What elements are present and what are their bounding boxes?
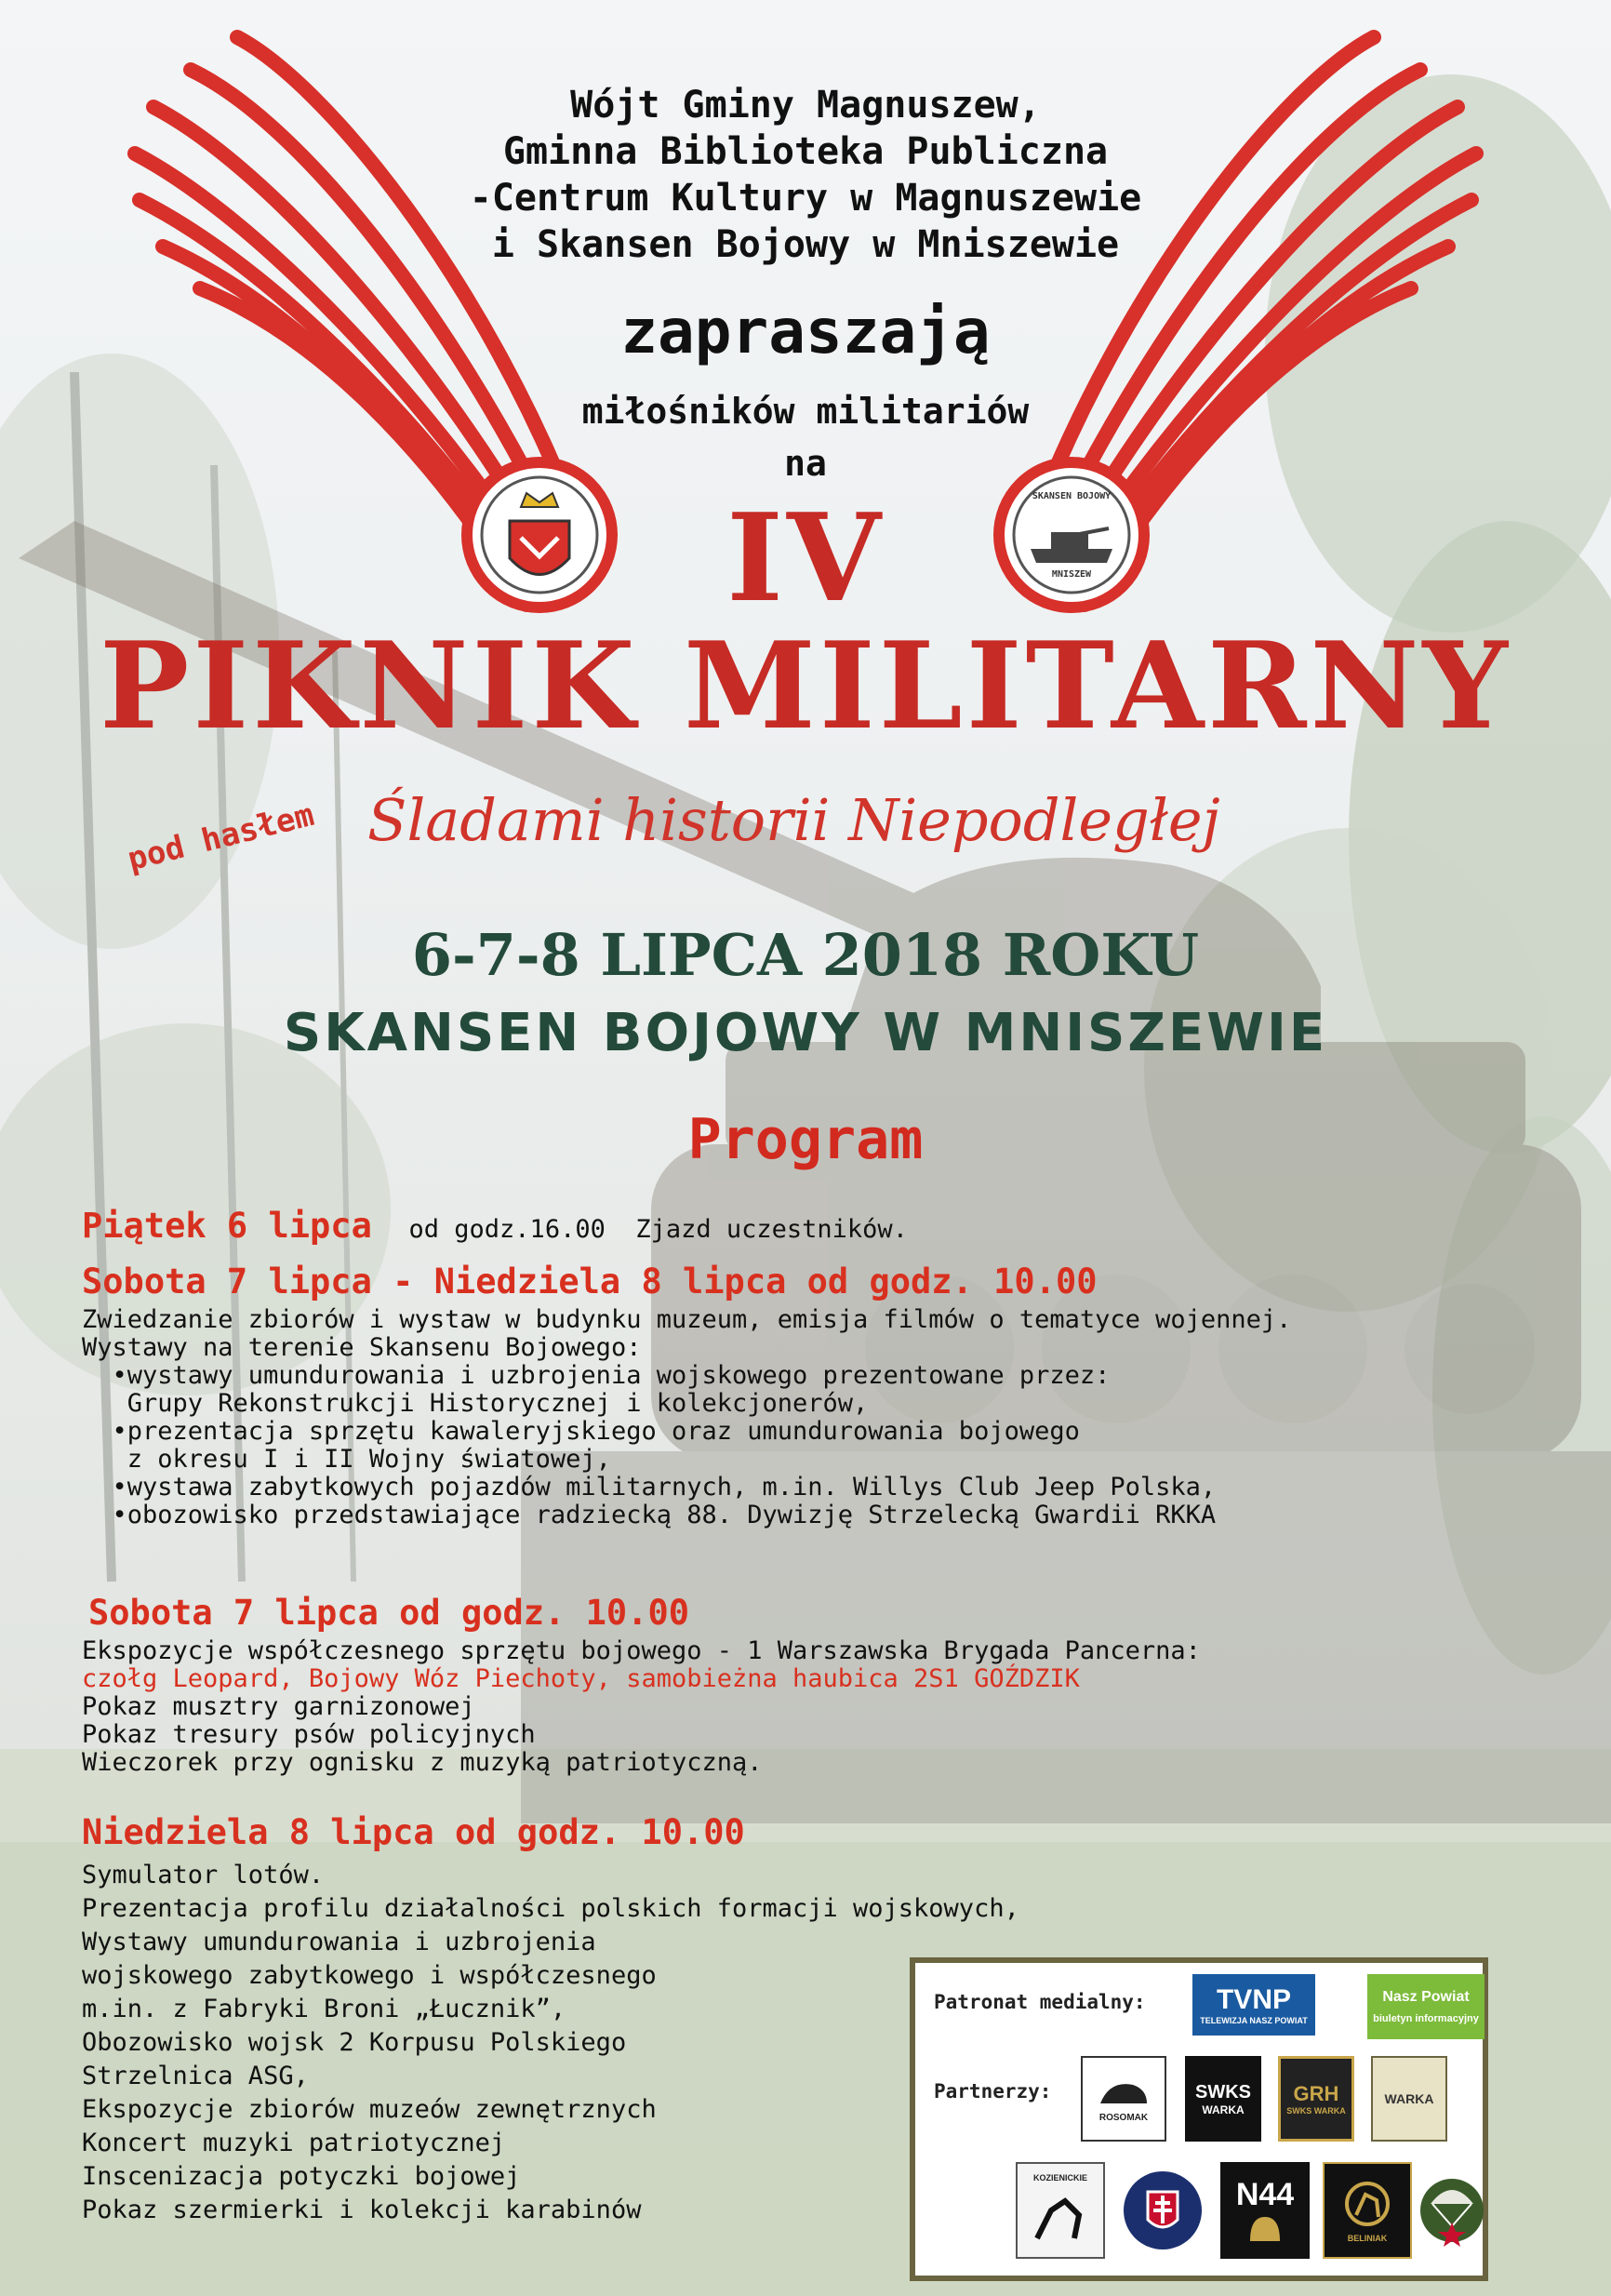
sat-sun-line: Grupy Rekonstrukcji Historycznej i kolekcjonerów, (82, 1389, 869, 1418)
saturday-day: Sobota 7 lipca od godz. 10.00 (88, 1593, 690, 1633)
parachute-icon (1419, 2169, 1485, 2252)
warka-logo (1371, 2056, 1447, 2142)
sunday-line: Koncert muzyki patriotycznej (82, 2129, 506, 2157)
saturday-line: Wieczorek przy ognisku z muzyką patriotyczną. (82, 1748, 763, 1777)
sponsors-box (910, 1957, 1488, 2281)
tvnp-logo (1192, 1974, 1315, 2036)
paratrooper-logo (1419, 2162, 1485, 2259)
sunday-line: Pokaz szermierki i kolekcji karabinów (82, 2196, 642, 2224)
sat-sun-line: •wystawa zabytkowych pojazdów militarnych, m.in. Willys Club Jeep Polska, (82, 1473, 1217, 1502)
program-heading: Program (687, 1107, 924, 1172)
grh-text: GRH (1293, 2082, 1339, 2105)
badge-right-bottom: MNISZEW (1051, 569, 1092, 580)
sunday-line: Symulator lotów. (82, 1861, 325, 1889)
event-title: PIKNIK MILITARNY (100, 617, 1511, 756)
friday-text: od godz.16.00 Zjazd uczestników. (408, 1215, 908, 1244)
n44-logo (1220, 2162, 1310, 2259)
grh-sub: SWKS WARKA (1286, 2106, 1346, 2116)
sunday-line: Inscenizacja potyczki bojowej (82, 2162, 521, 2191)
sunday-list (82, 1859, 1019, 2227)
n44-text: N44 (1235, 2176, 1295, 2212)
sat-sun-line: •prezentacja sprzętu kawaleryjskiego oraz umundurowania bojowego (82, 1417, 1080, 1446)
sunday-line: Prezentacja profilu działalności polskich formacji wojskowych, (82, 1894, 1019, 1923)
nasz-powiat-text: Nasz Powiat (1382, 1989, 1470, 2005)
kozienickie-logo (1016, 2162, 1105, 2259)
rosomak-text: ROSOMAK (1098, 2112, 1149, 2123)
unit-badge-logo (1118, 2162, 1207, 2259)
na-text: na (784, 443, 827, 484)
beliniak-logo (1323, 2162, 1412, 2259)
nasz-powiat-sub: biuletyn informacyjny (1373, 2013, 1479, 2024)
partners-label: Partnerzy: (934, 2080, 1052, 2102)
saturday-list (82, 1637, 1201, 1777)
sunday-line: Obozowisko wojsk 2 Korpusu Polskiego (82, 2028, 627, 2057)
nasz-powiat-logo (1367, 1974, 1485, 2039)
sunday-line: wojskowego zabytkowego i współczesnego (82, 1961, 657, 1990)
sunday-day: Niedziela 8 lipca od godz. 10.00 (82, 1812, 745, 1852)
wolverine-icon (1096, 2076, 1152, 2113)
media-patronage-label: Patronat medialny: (934, 1991, 1146, 2013)
sat-sun-line: Wystawy na terenie Skansenu Bojowego: (82, 1333, 642, 1362)
edition-numeral: IV (726, 487, 885, 629)
event-dates: 6-7-8 LIPCA 2018 ROKU (411, 921, 1200, 989)
cavalry-icon (1341, 2178, 1393, 2234)
organizer-line: i Skansen Bojowy w Mniszewie (491, 223, 1120, 266)
beliniak-text: BELINIAK (1347, 2234, 1388, 2243)
badge-right-top: SKANSEN BOJOWY (1032, 491, 1112, 501)
sunday-line: m.in. z Fabryki Broni „Łucznik”, (82, 1995, 566, 2023)
swks-sub: WARKA (1202, 2102, 1245, 2116)
sat-sun-list (82, 1306, 1291, 1529)
sat-sun-day: Sobota 7 lipca - Niedziela 8 lipca od godz. 10.00 (82, 1261, 1098, 1302)
event-venue: SKANSEN BOJOWY W MNISZEWIE (283, 1003, 1328, 1063)
swks-logo (1185, 2056, 1261, 2142)
kozienickie-text: KOZIENICKIE (1032, 2173, 1087, 2183)
slogan: Śladami historii Niepodległej (367, 786, 1220, 854)
tvnp-text: TVNP (1216, 1984, 1291, 2015)
organizer-line: -Centrum Kultury w Magnuszewie (469, 177, 1142, 220)
sunday-line: Ekspozycje zbiorów muzeów zewnętrznych (82, 2095, 657, 2124)
saturday-line-highlight: czołg Leopard, Bojowy Wóz Piechoty, samobieżna haubica 2S1 GOŹDZIK (82, 1664, 1080, 1693)
saturday-line: Pokaz musztry garnizonowej (82, 1692, 475, 1721)
friday-row (82, 1206, 908, 1246)
saturday-line: Ekspozycje współczesnego sprzętu bojowego - 1 Warszawska Brygada Pancerna: (82, 1636, 1201, 1665)
helmet-icon (1246, 2213, 1284, 2245)
invite-heading: zapraszają (620, 296, 991, 367)
slogan-prefix: pod hasłem (124, 795, 318, 879)
sat-sun-line: •obozowisko przedstawiające radziecką 88. Dywizję Strzelecką Gwardii RKKA (82, 1501, 1217, 1529)
sat-sun-line: •wystawy umundurowania i uzbrojenia wojskowego prezentowane przez: (82, 1361, 1111, 1390)
grh-logo (1278, 2056, 1354, 2142)
swks-text: SWKS (1195, 2081, 1251, 2102)
sunday-line: Strzelnica ASG, (82, 2062, 309, 2090)
shield-icon (1120, 2168, 1205, 2253)
audience-text: miłośników militariów (581, 391, 1030, 432)
saturday-line: Pokaz tresury psów policyjnych (82, 1720, 536, 1749)
horse-rider-icon (1028, 2183, 1093, 2248)
sunday-line: Wystawy umundurowania i uzbrojenia (82, 1928, 596, 1956)
tvnp-sub: TELEWIZJA NASZ POWIAT (1200, 2016, 1308, 2025)
friday-day: Piątek 6 lipca (82, 1206, 372, 1246)
sat-sun-line: Zwiedzanie zbiorów i wystaw w budynku muzeum, emisja filmów o tematyce wojennej. (82, 1305, 1292, 1334)
sat-sun-line: z okresu I i II Wojny światowej, (82, 1445, 611, 1474)
rosomak-logo (1081, 2056, 1166, 2142)
organizer-line: Wójt Gminy Magnuszew, (570, 84, 1041, 127)
warka-text: WARKA (1384, 2091, 1434, 2106)
organizers (0, 82, 1611, 268)
organizer-line: Gminna Biblioteka Publiczna (502, 130, 1109, 173)
